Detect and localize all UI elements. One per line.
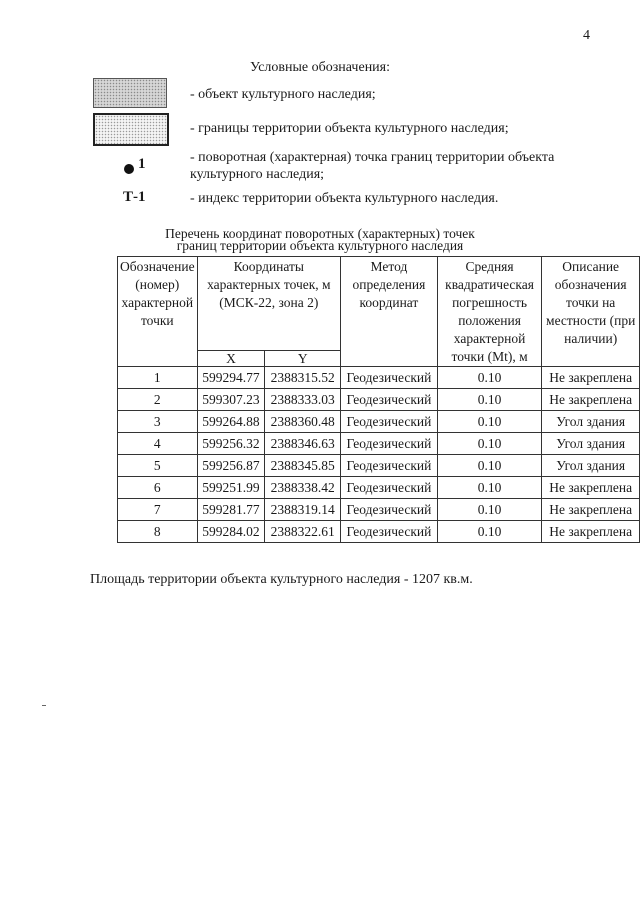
- table-row: [118, 477, 640, 499]
- cell-coord-y: 2388345.85: [265, 455, 341, 477]
- table-row: [118, 499, 640, 521]
- cell-mt-value: 0.10: [437, 411, 542, 433]
- cell-coord-x: 599307.23: [197, 389, 265, 411]
- legend-text-heritage-object: - объект культурного наследия;: [190, 87, 376, 102]
- legend-text-turning-point: - поворотная (характерная) точка границ территории объекта культурного наследия;: [190, 150, 555, 182]
- table-row: [118, 367, 640, 389]
- cell-row-number: 2: [118, 389, 198, 411]
- cell-coord-x: 599264.88: [197, 411, 265, 433]
- cell-description: Не закреплена: [542, 499, 640, 521]
- cell-description: Не закреплена: [542, 477, 640, 499]
- stray-mark: [42, 705, 46, 706]
- cell-method: Геодезический: [341, 499, 438, 521]
- cell-mt-value: 0.10: [437, 367, 542, 389]
- legend-swatch-territory-boundary: [93, 113, 169, 146]
- cell-coord-y: 2388315.52: [265, 367, 341, 389]
- cell-method: Геодезический: [341, 389, 438, 411]
- cell-mt-value: 0.10: [437, 433, 542, 455]
- cell-method: Геодезический: [341, 455, 438, 477]
- cell-row-number: 7: [118, 499, 198, 521]
- legend-point-label: 1: [138, 156, 146, 172]
- cell-method: Геодезический: [341, 477, 438, 499]
- cell-coord-x: 599284.02: [197, 521, 265, 543]
- legend-text-territory-index: - индекс территории объекта культурного наследия.: [190, 191, 499, 206]
- cell-mt-value: 0.10: [437, 499, 542, 521]
- legend-index-label: Т-1: [123, 189, 146, 205]
- area-note: Площадь территории объекта культурного наследия - 1207 кв.м.: [90, 572, 473, 587]
- cell-row-number: 5: [118, 455, 198, 477]
- table-caption-line1: Перечень координат поворотных (характерных) точек: [165, 226, 475, 241]
- header-designation: Обозначение (номер) характерной точки: [118, 257, 198, 367]
- cell-description: Угол здания: [542, 411, 640, 433]
- cell-description: Угол здания: [542, 455, 640, 477]
- cell-method: Геодезический: [341, 433, 438, 455]
- cell-method: Геодезический: [341, 411, 438, 433]
- cell-coord-x: 599251.99: [197, 477, 265, 499]
- cell-coord-y: 2388322.61: [265, 521, 341, 543]
- header-error: Средняя квадратическая погрешность положения характерной точки (Mt), м: [437, 257, 542, 367]
- cell-mt-value: 0.10: [437, 521, 542, 543]
- cell-coord-x: 599294.77: [197, 367, 265, 389]
- legend-swatch-heritage-object: [93, 78, 167, 108]
- cell-coord-y: 2388333.03: [265, 389, 341, 411]
- table-row: [118, 455, 640, 477]
- cell-row-number: 3: [118, 411, 198, 433]
- header-description: Описание обозначения точки на местности (при наличии): [542, 257, 640, 367]
- cell-coord-y: 2388360.48: [265, 411, 341, 433]
- cell-mt-value: 0.10: [437, 455, 542, 477]
- cell-mt-value: 0.10: [437, 389, 542, 411]
- cell-coord-y: 2388338.42: [265, 477, 341, 499]
- cell-description: Не закреплена: [542, 367, 640, 389]
- table-row: [118, 521, 640, 543]
- cell-method: Геодезический: [341, 367, 438, 389]
- table-row: [118, 411, 640, 433]
- cell-coord-y: 2388346.63: [265, 433, 341, 455]
- table-row: [118, 389, 640, 411]
- table-caption-line2: границ территории объекта культурного наследия: [176, 238, 464, 253]
- cell-row-number: 4: [118, 433, 198, 455]
- cell-coord-x: 599256.87: [197, 455, 265, 477]
- cell-coord-y: 2388319.14: [265, 499, 341, 521]
- cell-coord-x: 599281.77: [197, 499, 265, 521]
- cell-row-number: 8: [118, 521, 198, 543]
- coordinates-table: [117, 256, 640, 543]
- cell-row-number: 1: [118, 367, 198, 389]
- cell-row-number: 6: [118, 477, 198, 499]
- table-row: [118, 433, 640, 455]
- cell-mt-value: 0.10: [437, 477, 542, 499]
- cell-description: Не закреплена: [542, 389, 640, 411]
- cell-description: Не закреплена: [542, 521, 640, 543]
- header-method: Метод определения координат: [341, 257, 438, 367]
- cell-description: Угол здания: [542, 433, 640, 455]
- header-coordinates: Координаты характерных точек, м (МСК-22, зона 2): [197, 257, 340, 351]
- table-caption: [0, 228, 640, 252]
- cell-coord-x: 599256.32: [197, 433, 265, 455]
- legend-title: Условные обозначения:: [249, 60, 391, 75]
- header-x: X: [197, 351, 265, 367]
- cell-method: Геодезический: [341, 521, 438, 543]
- legend-text-territory-boundary: - границы территории объекта культурного наследия;: [190, 121, 509, 136]
- legend-point-dot-icon: [124, 164, 134, 174]
- page-number: 4: [583, 28, 590, 43]
- header-y: Y: [265, 351, 341, 367]
